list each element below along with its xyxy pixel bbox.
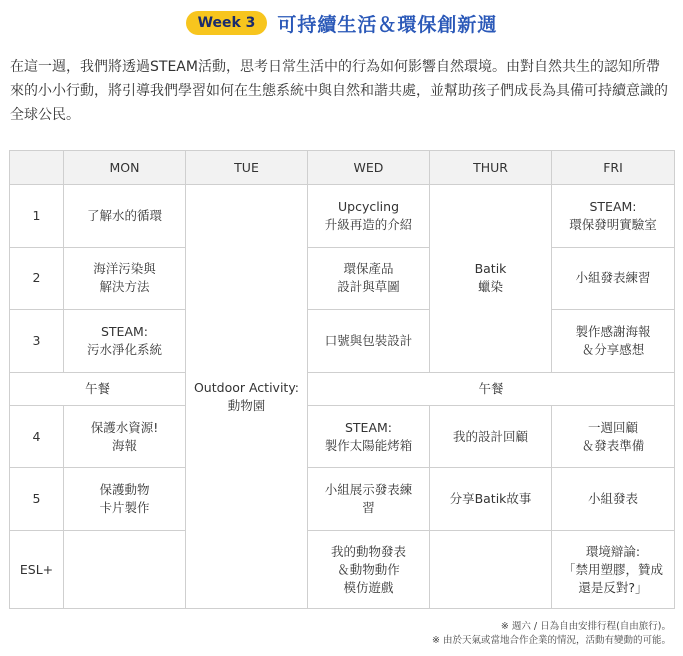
- cell-mon-1: 了解水的循環: [64, 185, 186, 248]
- cell-tue-esl: 我的動物發表 ＆動物動作 模仿遊戲: [308, 531, 430, 609]
- cell-fri-2: 小組發表練習: [552, 247, 675, 310]
- schedule-table: [9, 150, 675, 609]
- page-title: 可持續生活＆環保創新週: [277, 13, 498, 36]
- cell-thur-5: 分享Batik故事: [430, 468, 552, 531]
- cell-wed-1: Upcycling 升級再造的介紹: [308, 185, 430, 248]
- lunch-cell-left: 午餐: [10, 372, 186, 405]
- day-header-mon: MON: [64, 151, 186, 185]
- cell-fri-5: 小組發表: [552, 468, 675, 531]
- footnote: ※ 由於天氣或當地合作企業的情況，活動有變動的可能。: [432, 635, 671, 646]
- cell-tue-outdoor: Outdoor Activity: 動物園: [186, 185, 308, 609]
- corner-cell: [10, 151, 64, 185]
- day-header-fri: FRI: [552, 151, 675, 185]
- table-row: [10, 468, 675, 531]
- day-header-wed: WED: [308, 151, 430, 185]
- header: [0, 10, 683, 36]
- cell-thur-4: 我的設計回顧: [430, 405, 552, 468]
- row-label: 4: [10, 405, 64, 468]
- lunch-cell-right: 午餐: [308, 372, 675, 405]
- cell-mon-2: 海洋污染與 解決方法: [64, 247, 186, 310]
- table-row: [10, 405, 675, 468]
- cell-wed-2: 環保產品 設計與草圖: [308, 247, 430, 310]
- day-header-tue: TUE: [186, 151, 308, 185]
- day-header-thur: THUR: [430, 151, 552, 185]
- cell-thur-esl: 環境辯論: 「禁用塑膠，贊成 還是反對?」: [552, 531, 675, 609]
- intro-paragraph: 在這一週，我們將透過STEAM活動，思考日常生活中的行為如何影響自然環境。由對自然共生的認知所帶來的小小行動，將引導我們學習如何在生態系統中與自然和諧共處，並幫助孩子們成長為具備可持續意識的全球公民。: [10, 59, 668, 123]
- row-label: 5: [10, 468, 64, 531]
- footnotes: [432, 620, 671, 648]
- cell-wed-5: 小組展示發表練 習: [308, 468, 430, 531]
- cell-mon-esl: [64, 531, 186, 609]
- footnote: ※ 週六 / 日為自由安排行程(自由旅行)。: [500, 621, 671, 632]
- cell-wed-3: 口號與包裝設計: [308, 310, 430, 373]
- cell-mon-5: 保護動物 卡片製作: [64, 468, 186, 531]
- row-label: ESL+: [10, 531, 64, 609]
- cell-mon-3: STEAM: 污水淨化系統: [64, 310, 186, 373]
- row-label: 3: [10, 310, 64, 373]
- row-label: 1: [10, 185, 64, 248]
- lunch-row: [10, 372, 675, 405]
- row-label: 2: [10, 247, 64, 310]
- table-row: [10, 185, 675, 248]
- cell-wed-4: STEAM: 製作太陽能烤箱: [308, 405, 430, 468]
- table-row: [10, 247, 675, 310]
- table-row: [10, 310, 675, 373]
- week-badge: Week 3: [186, 11, 268, 35]
- cell-thur-batik: Batik 蠟染: [430, 185, 552, 373]
- cell-fri-4: 一週回顧 ＆發表準備: [552, 405, 675, 468]
- table-header-row: [10, 151, 675, 185]
- cell-fri-3: 製作感謝海報 ＆分享感想: [552, 310, 675, 373]
- cell-wed-esl: [430, 531, 552, 609]
- cell-mon-4: 保護水資源! 海報: [64, 405, 186, 468]
- cell-fri-1: STEAM: 環保發明實驗室: [552, 185, 675, 248]
- table-row: [10, 531, 675, 609]
